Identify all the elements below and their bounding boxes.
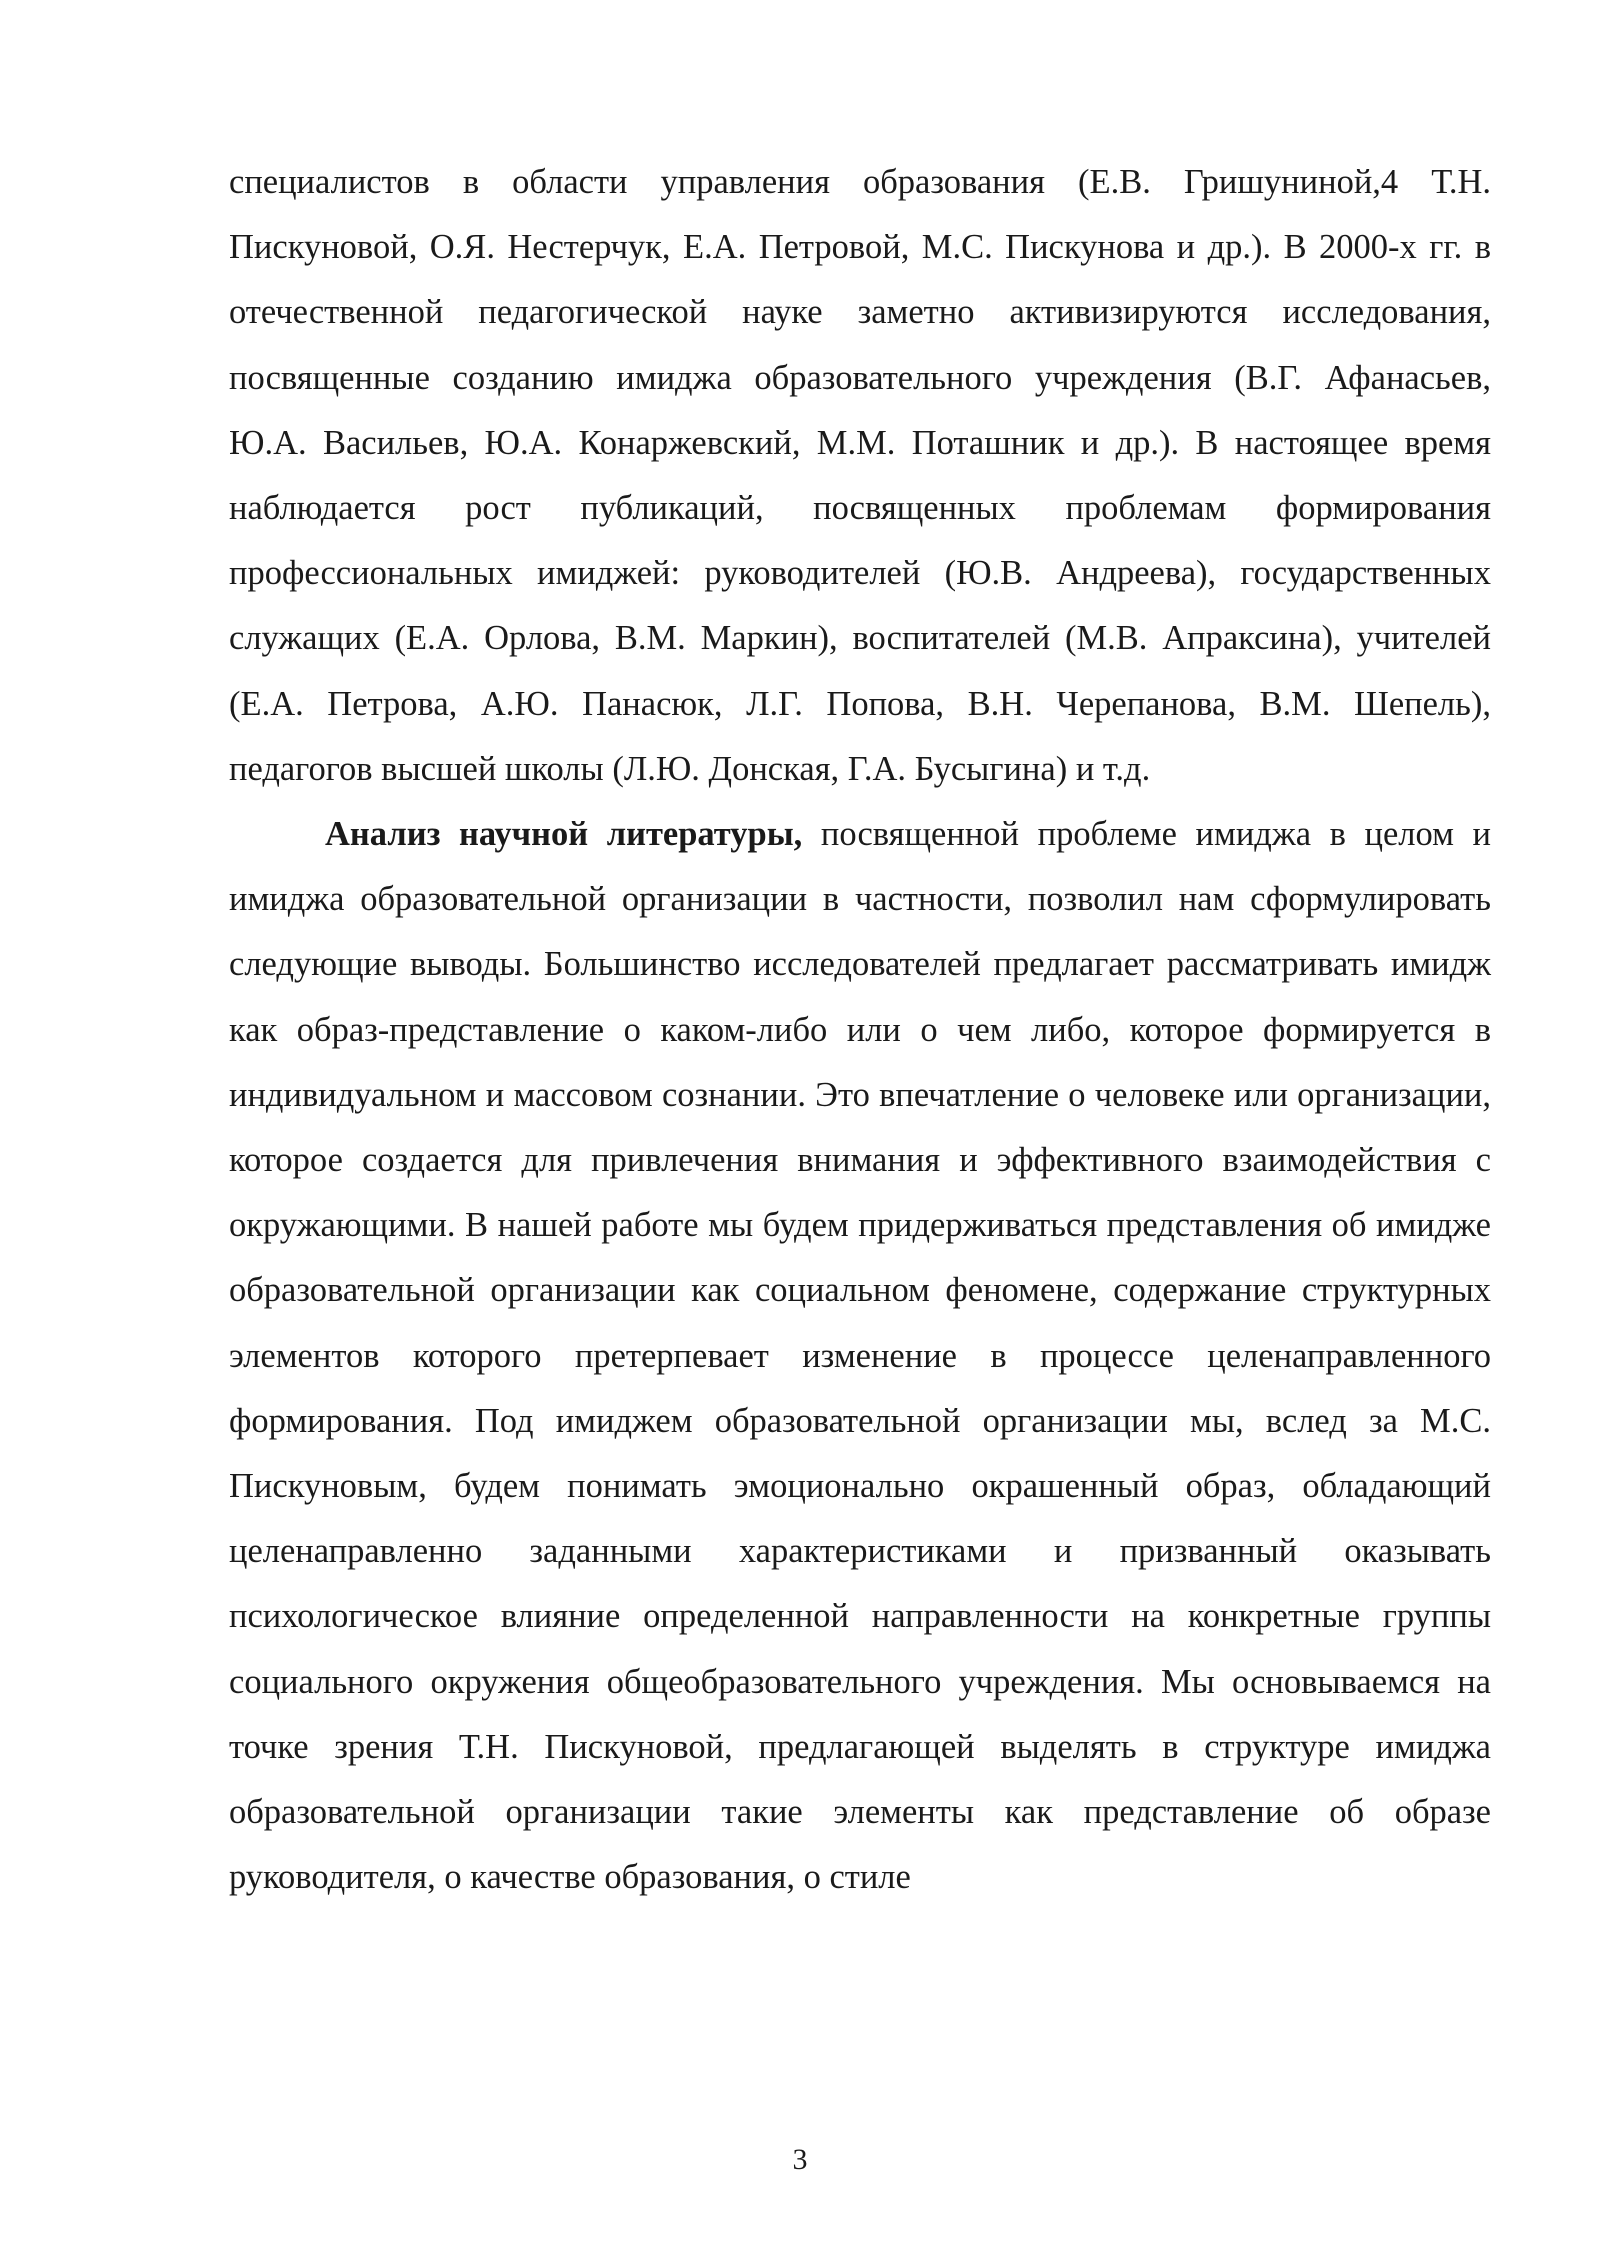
paragraph-2-lead: Анализ научной литературы, xyxy=(325,815,803,854)
paragraph-2-body: посвященной проблеме имиджа в целом и имиджа образовательной организации в частности, позволил нам сформулировать следующие выводы. Большинство исследователей предлагает рассматривать имидж как образ-представление о каком-либо или о чем либо, которое формируется в индивидуальном и массовом сознании. Это впечатление о человеке или организации, которое создается для привлечения внимания и эффективного взаимодействия с окружающими. В нашей работе мы будем придерживаться представления об имидже образовательной организации как социальном феномене, содержание структурных элементов которого претерпевает изменение в процессе целенаправленного формирования. Под имиджем образовательной организации мы, вслед за М.С. Пискуновым, будем понимать эмоционально окрашенный образ, обладающий целенаправленно заданными характеристиками и призванный оказывать психологическое влияние определенной направленности на конкретные группы социального окружения общеобразовательного учреждения. Мы основываемся на точке зрения Т.Н. Пискуновой, предлагающей выделять в структуре имиджа образовательной организации такие элементы как представление об образе руководителя, о качестве образования, о стиле xyxy=(229,815,1491,1897)
document-body xyxy=(229,150,1491,1910)
paragraph-1: специалистов в области управления образования (Е.В. Гришуниной,4 Т.Н. Пискуновой, О.Я. Нестерчук, Е.А. Петровой, М.С. Пискунова и др.). В 2000-х гг. в отечественной педагогической науке заметно активизируются исследования, посвященные созданию имиджа образовательного учреждения (В.Г. Афанасьев, Ю.А. Васильев, Ю.А. Конаржевский, М.М. Поташник и др.). В настоящее время наблюдается рост публикаций, посвященных проблемам формирования профессиональных имиджей: руководителей (Ю.В. Андреева), государственных служащих (Е.А. Орлова, В.М. Маркин), воспитателей (М.В. Апраксина), учителей (Е.А. Петрова, А.Ю. Панасюк, Л.Г. Попова, В.Н. Черепанова, В.М. Шепель), педагогов высшей школы (Л.Ю. Донская, Г.А. Бусыгина) и т.д. xyxy=(229,163,1491,788)
page-number: 3 xyxy=(792,2143,808,2176)
paragraph-2 xyxy=(229,802,1491,1910)
